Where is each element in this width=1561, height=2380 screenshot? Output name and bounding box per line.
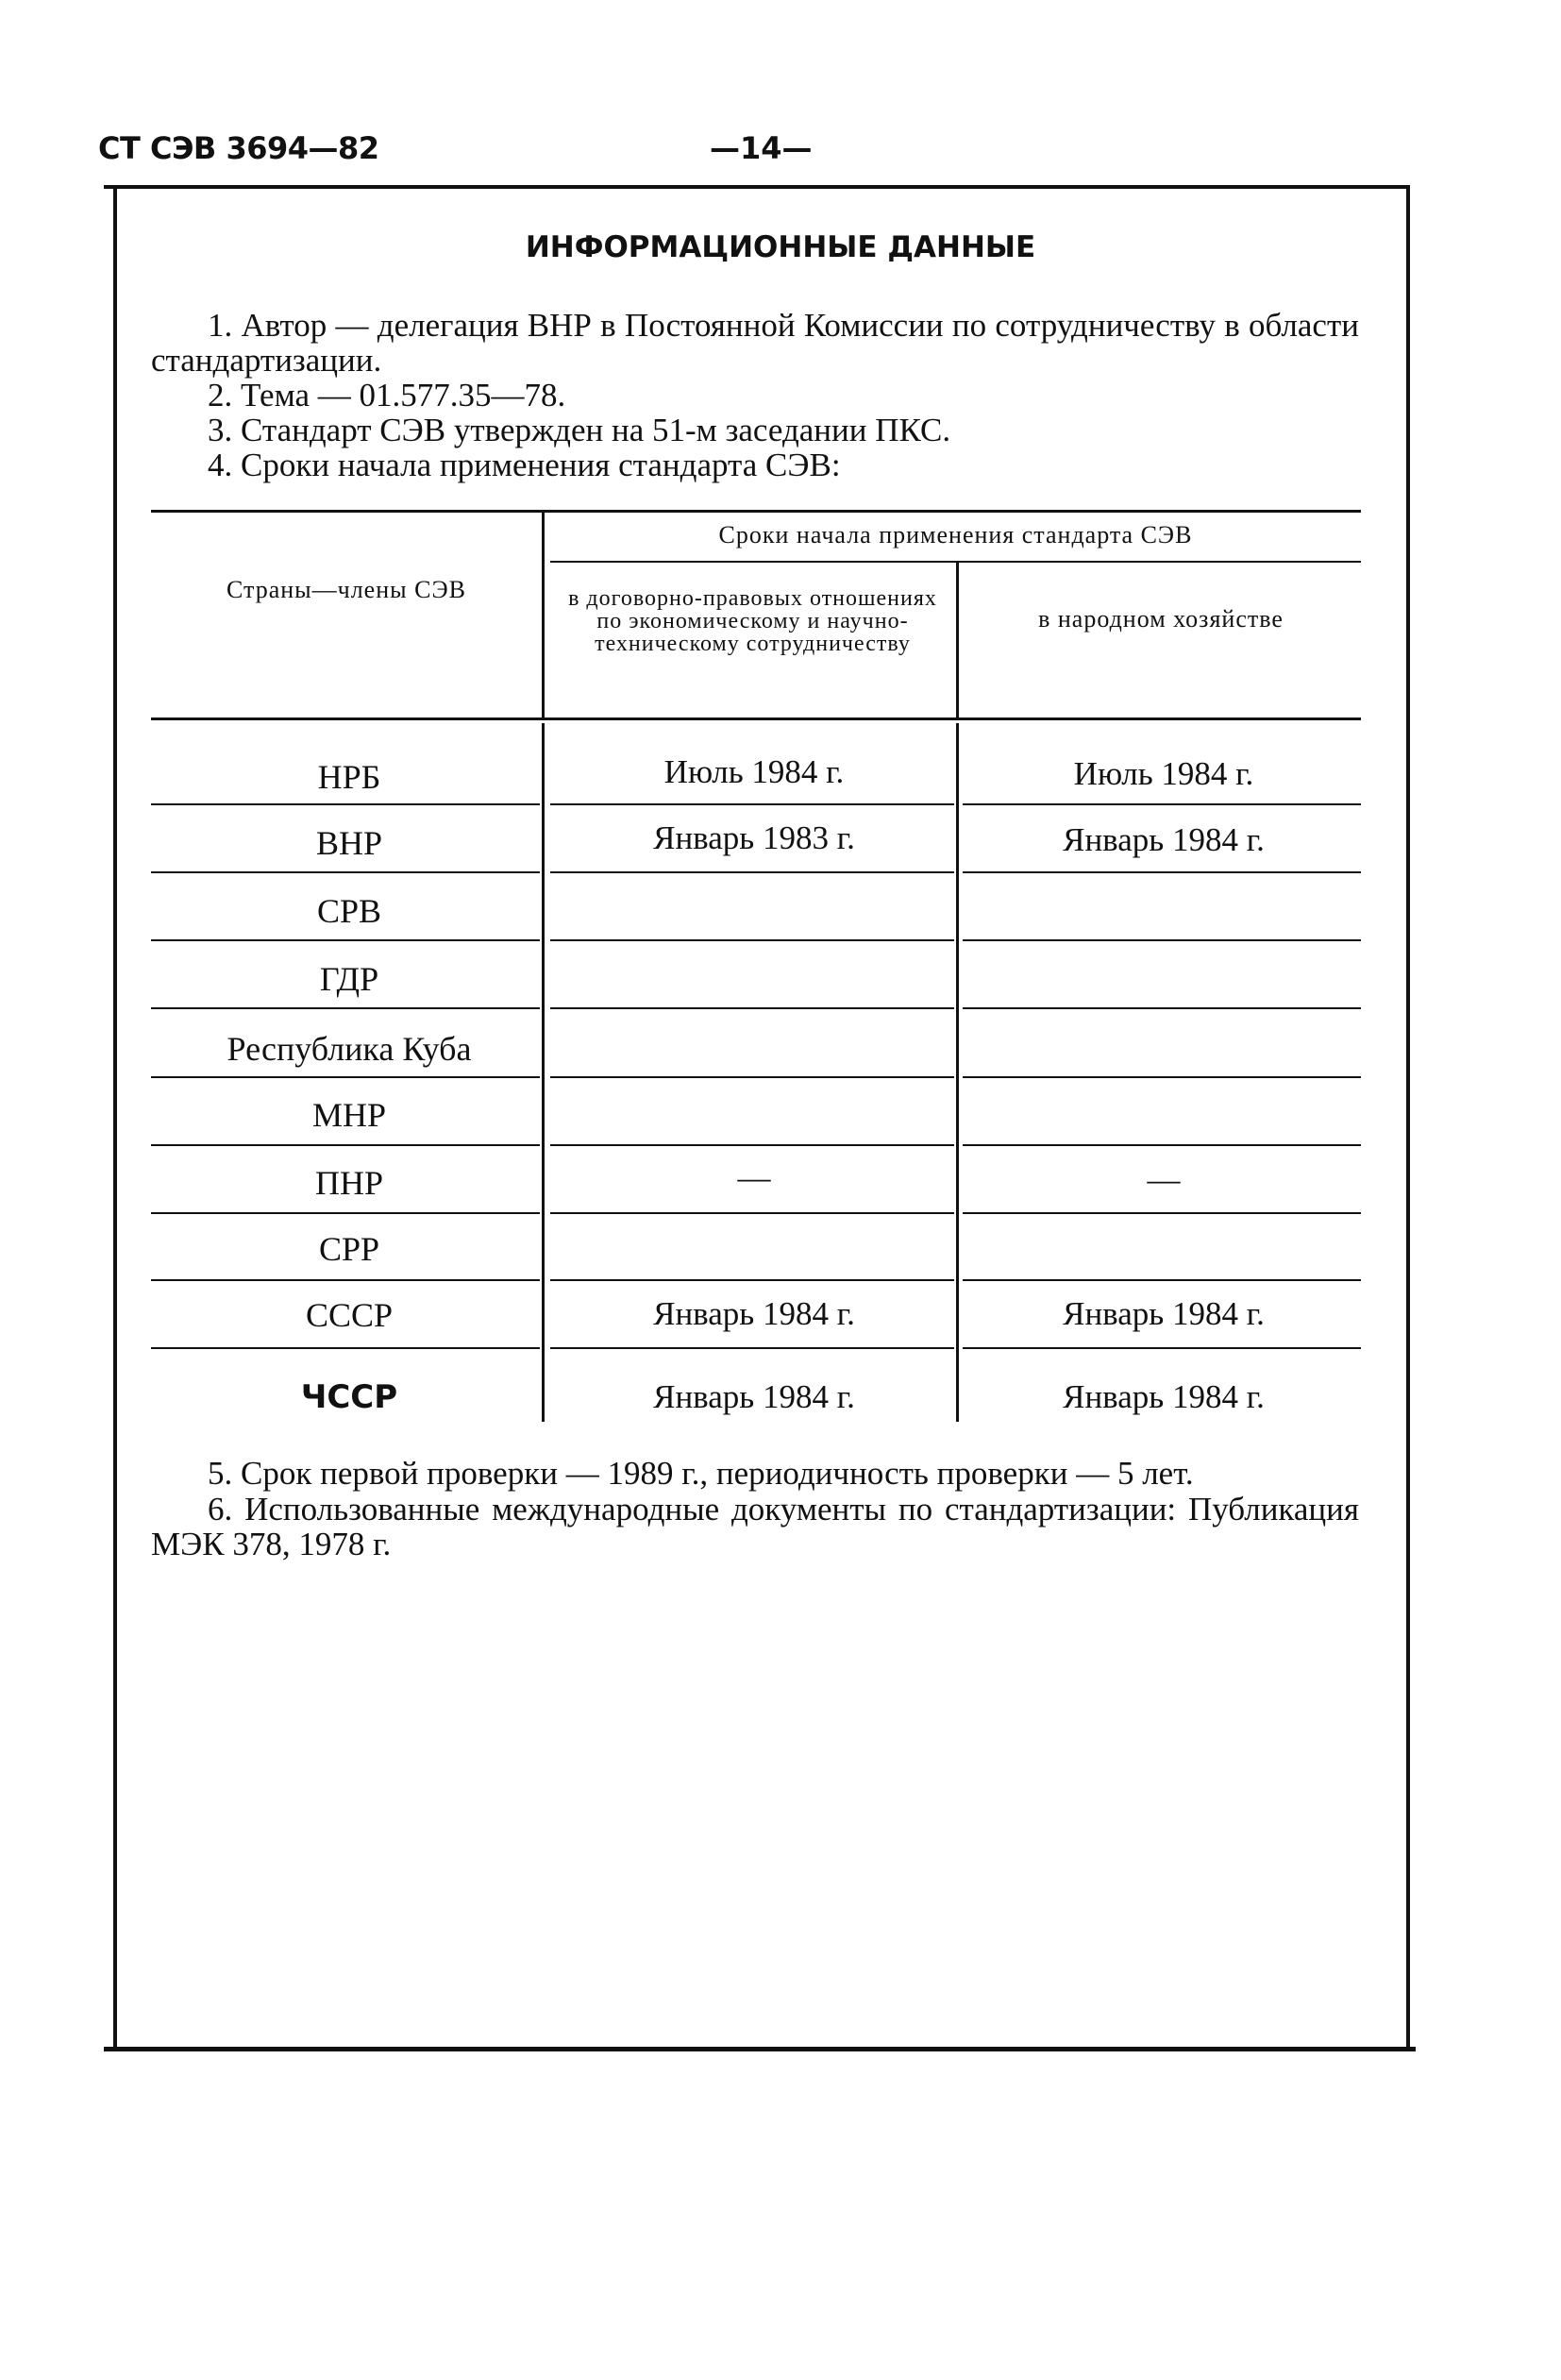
row-rule: [550, 1212, 954, 1214]
row-rule: [151, 1347, 540, 1349]
row-rule: [963, 871, 1361, 873]
header-divider-1: [542, 510, 545, 717]
page-number: —14—: [710, 130, 813, 166]
frame-right-border: [1406, 185, 1410, 2049]
economy-date-cell: —: [1147, 1161, 1181, 1198]
col-treaty-header: в договорно-правовых отношениях по экономическому и научно-техническому сотрудничеству: [568, 586, 937, 656]
page-title: ИНФОРМАЦИОННЫЕ ДАННЫЕ: [525, 230, 1036, 264]
economy-date-cell: Январь 1984 г.: [1063, 1295, 1265, 1332]
treaty-date-cell: Январь 1983 г.: [653, 819, 855, 856]
country-cell: Республика Куба: [227, 1030, 472, 1068]
table-top-rule: [151, 510, 1361, 513]
treaty-date-cell: Январь 1984 г.: [653, 1295, 855, 1332]
treaty-date-cell: —: [737, 1159, 771, 1196]
country-cell: ЧССР: [300, 1378, 398, 1416]
country-cell: ПНР: [314, 1164, 384, 1202]
header-bottom-rule: [151, 717, 1361, 720]
row-rule: [963, 1007, 1361, 1009]
item-approval: 3. Стандарт СЭВ утвержден на 51-м заседании ПКС.: [208, 412, 951, 448]
row-rule: [963, 803, 1361, 805]
row-rule: [151, 1007, 540, 1009]
item-topic: 2. Тема — 01.577.35—78.: [208, 377, 566, 414]
row-rule: [963, 1279, 1361, 1281]
treaty-date-cell: Июль 1984 г.: [663, 753, 845, 790]
country-cell: ВНР: [315, 824, 383, 862]
item-start-dates: 4. Сроки начала применения стандарта СЭВ:: [208, 447, 841, 483]
treaty-date-cell: Январь 1984 г.: [653, 1378, 855, 1415]
row-rule: [550, 803, 954, 805]
row-rule: [151, 1212, 540, 1214]
country-cell: СССР: [305, 1296, 394, 1334]
row-rule: [963, 1347, 1361, 1349]
header-divider-2: [956, 563, 959, 717]
col-economy-header: в народном хозяйстве: [1038, 605, 1284, 633]
group-header: Сроки начала применения стандарта СЭВ: [718, 521, 1193, 549]
country-cell: ГДР: [319, 960, 379, 998]
row-rule: [151, 1279, 540, 1281]
row-rule: [151, 871, 540, 873]
row-rule: [963, 1144, 1361, 1146]
row-rule: [963, 939, 1361, 941]
row-rule: [550, 1076, 954, 1078]
row-rule: [151, 803, 540, 805]
frame-bottom-border: [104, 2047, 1416, 2051]
row-rule: [550, 1144, 954, 1146]
row-rule: [151, 939, 540, 941]
row-rule: [151, 1076, 540, 1078]
row-rule: [550, 1007, 954, 1009]
row-rule: [550, 871, 954, 873]
row-rule: [963, 1212, 1361, 1214]
economy-date-cell: Январь 1984 г.: [1063, 1378, 1265, 1415]
frame-left-border: [113, 185, 117, 2049]
country-cell: СРР: [318, 1230, 380, 1268]
row-rule: [550, 939, 954, 941]
economy-date-cell: Июль 1984 г.: [1073, 755, 1254, 792]
frame-top-border: [104, 185, 1410, 189]
row-rule: [963, 1076, 1361, 1078]
item-international-docs: 6. Использованные международные документы по стандартизации: Публикация МЭК 378, 1978 г.: [151, 1491, 1359, 1562]
row-rule: [151, 1144, 540, 1146]
item-author: 1. Автор — делегация ВНР в Постоянной Комиссии по сотрудничеству в области стандартизации.: [151, 307, 1359, 379]
row-rule: [550, 1347, 954, 1349]
economy-date-cell: Январь 1984 г.: [1063, 821, 1265, 858]
col-country-header: Страны—члены СЭВ: [227, 576, 466, 603]
row-rule: [550, 1279, 954, 1281]
standard-code: СТ СЭВ 3694—82: [98, 130, 379, 166]
country-cell: МНР: [311, 1096, 387, 1134]
item-review: 5. Срок первой проверки — 1989 г., периодичность проверки — 5 лет.: [208, 1455, 1194, 1492]
country-cell: СРВ: [316, 892, 382, 930]
country-cell: НРБ: [317, 758, 381, 796]
